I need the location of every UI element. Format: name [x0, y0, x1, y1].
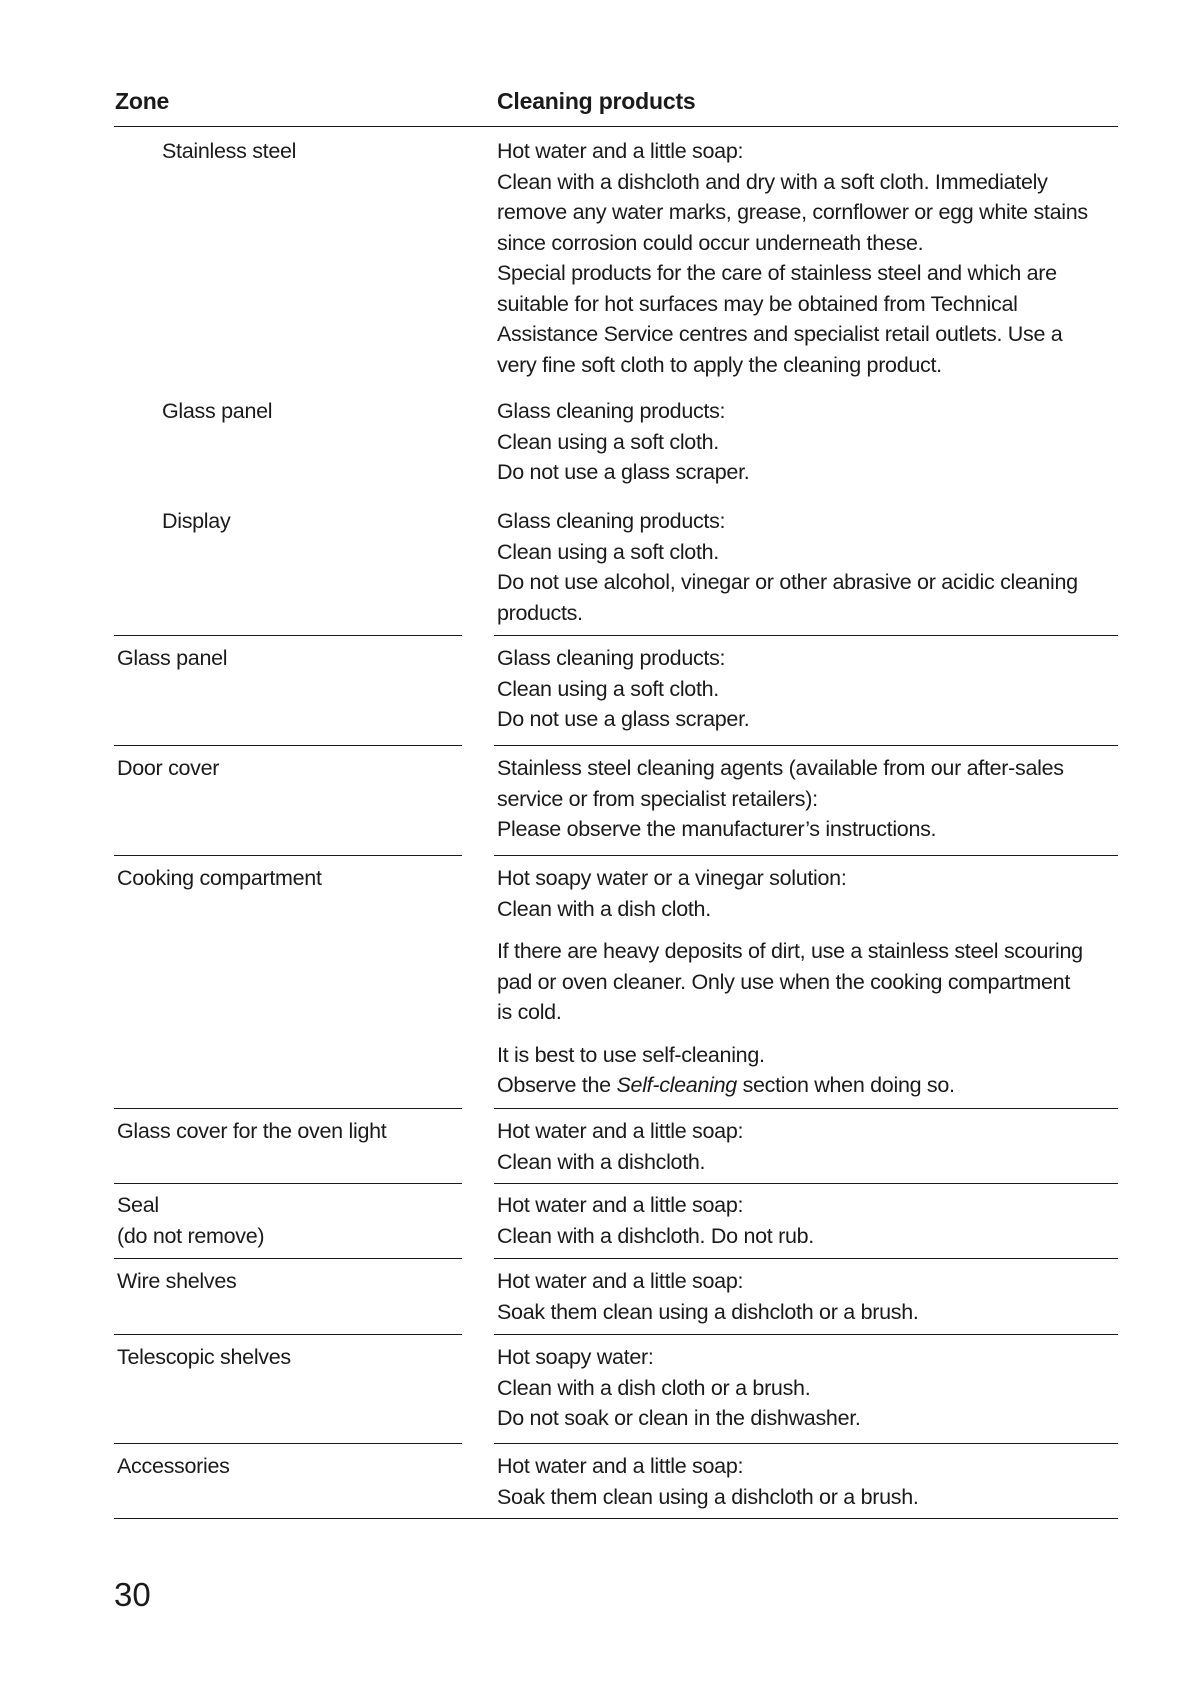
- row-divider: [494, 1258, 1118, 1259]
- zone-door-cover: Door cover: [117, 756, 220, 780]
- text-line: products.: [497, 600, 583, 625]
- text-line: Please observe the manufacturer’s instructions.: [497, 817, 937, 841]
- row-divider: [494, 855, 1118, 856]
- cell-wire-shelves: [497, 1266, 919, 1327]
- text-line: Soak them clean using a dishcloth or a brush.: [497, 1484, 919, 1509]
- row-divider: [114, 1443, 462, 1444]
- text-line: Do not use a glass scraper.: [497, 460, 750, 484]
- text-line: Clean using a soft cloth.: [497, 429, 719, 454]
- text-line: Hot soapy water or a vinegar solution:: [497, 866, 847, 890]
- text-line: Stainless steel cleaning agents (available from our after-sales: [497, 756, 1064, 780]
- text-line: Soak them clean using a dishcloth or a brush.: [497, 1299, 919, 1324]
- column-header-zone: Zone: [115, 88, 170, 114]
- text-line: Glass cleaning products:: [497, 509, 726, 533]
- cell-telescopic-shelves: [497, 1342, 861, 1434]
- row-divider: [114, 855, 462, 856]
- text-line: suitable for hot surfaces may be obtained from Technical: [497, 291, 1018, 316]
- row-divider: [114, 635, 462, 636]
- row-divider: [494, 635, 1118, 636]
- row-divider: [494, 745, 1118, 746]
- text-line: Assistance Service centres and specialist retail outlets. Use a: [497, 322, 1063, 346]
- row-divider: [114, 1258, 462, 1259]
- row-divider: [114, 1108, 462, 1109]
- page-number: 30: [114, 1576, 151, 1613]
- cell-display: [497, 506, 1078, 628]
- cell-stainless-steel: [497, 136, 1088, 380]
- text-line: Clean with a dish cloth or a brush.: [497, 1375, 811, 1400]
- text-line: Do not use a glass scraper.: [497, 707, 750, 731]
- cell-cooking-compartment: [497, 863, 1083, 1101]
- zone-accessories: Accessories: [117, 1454, 230, 1478]
- zone-cooking-compartment: Cooking compartment: [117, 866, 322, 890]
- text-line: Hot soapy water:: [497, 1345, 654, 1369]
- row-divider: [494, 1334, 1118, 1335]
- row-divider: [114, 1334, 462, 1335]
- column-header-cleaning-products: Cleaning products: [497, 88, 696, 114]
- text-line: is cold.: [497, 1000, 562, 1024]
- row-divider: [494, 1183, 1118, 1184]
- text-line: very fine soft cloth to apply the cleaning product.: [497, 352, 942, 377]
- zone-wire-shelves: Wire shelves: [117, 1269, 237, 1293]
- cell-seal: [497, 1190, 814, 1251]
- text-line: Hot water and a little soap:: [497, 1119, 744, 1143]
- zone-display: Display: [162, 509, 231, 533]
- text-line: Do not soak or clean in the dishwasher.: [497, 1406, 861, 1430]
- text-line: Observe the Self-cleaning section when doing so.: [497, 1073, 955, 1097]
- zone-stainless-steel: Stainless steel: [162, 139, 297, 163]
- zone-glass-panel-sub: Glass panel: [162, 399, 273, 423]
- text-line: service or from specialist retailers):: [497, 786, 818, 811]
- cell-oven-light-cover: [497, 1116, 743, 1177]
- header-rule: [114, 126, 1118, 127]
- cell-glass-panel-sub: [497, 396, 749, 488]
- self-cleaning-reference: Self-cleaning: [616, 1073, 737, 1097]
- zone-oven-light-cover: Glass cover for the oven light: [117, 1119, 387, 1143]
- cell-door-cover: [497, 753, 1064, 845]
- zone-seal: Seal (do not remove): [117, 1193, 265, 1248]
- table-bottom-rule: [114, 1518, 1118, 1519]
- text-line: It is best to use self-cleaning.: [497, 1042, 765, 1067]
- text-line: Clean with a dish cloth.: [497, 896, 711, 921]
- text-line: Hot water and a little soap:: [497, 139, 744, 163]
- cell-accessories: [497, 1451, 919, 1512]
- text-line: If there are heavy deposits of dirt, use a stainless steel scouring: [497, 939, 1083, 963]
- text-line: Special products for the care of stainless steel and which are: [497, 261, 1057, 285]
- row-divider: [114, 745, 462, 746]
- row-divider: [494, 1108, 1118, 1109]
- text-line: Glass cleaning products:: [497, 646, 726, 670]
- cell-glass-panel: [497, 643, 749, 735]
- text-line: Hot water and a little soap:: [497, 1269, 744, 1293]
- text-line: Clean using a soft cloth.: [497, 539, 719, 564]
- text-line: Clean using a soft cloth.: [497, 676, 719, 701]
- text-line: Clean with a dishcloth.: [497, 1149, 706, 1174]
- text-line: since corrosion could occur underneath these.: [497, 230, 924, 255]
- text-line: remove any water marks, grease, cornflower or egg white stains: [497, 200, 1088, 224]
- text-line: Clean with a dishcloth. Do not rub.: [497, 1223, 814, 1248]
- row-divider: [114, 1183, 462, 1184]
- text-line: Hot water and a little soap:: [497, 1193, 744, 1217]
- text-line: Glass cleaning products:: [497, 399, 726, 423]
- text-line: Hot water and a little soap:: [497, 1454, 744, 1478]
- zone-telescopic-shelves: Telescopic shelves: [117, 1345, 291, 1369]
- text-line: pad or oven cleaner. Only use when the cooking compartment: [497, 969, 1071, 994]
- row-divider: [494, 1443, 1118, 1444]
- zone-glass-panel: Glass panel: [117, 646, 228, 670]
- text-line: Clean with a dishcloth and dry with a soft cloth. Immediately: [497, 169, 1048, 194]
- text-line: Do not use alcohol, vinegar or other abrasive or acidic cleaning: [497, 570, 1078, 594]
